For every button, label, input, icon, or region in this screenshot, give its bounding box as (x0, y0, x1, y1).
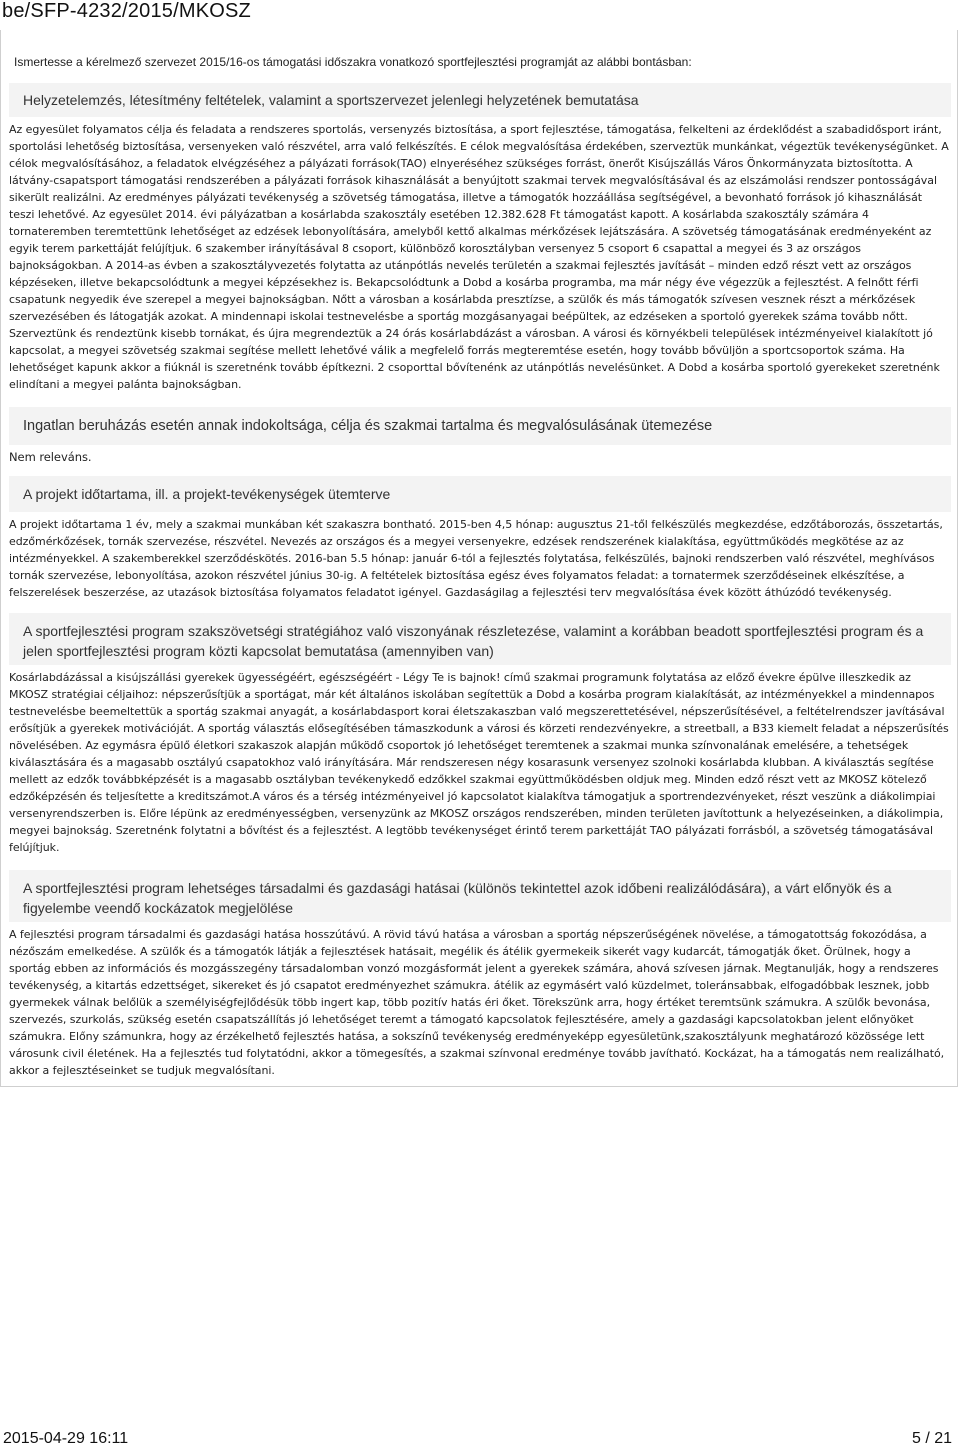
section-header-situation: Helyzetelemzés, létesítmény feltételek, valamint a sportszervezet jelenlegi helyzetének bemutatása (9, 83, 951, 117)
footer-page-number: 5 / 21 (911, 1430, 952, 1447)
footer-datetime: 2015-04-29 16:11 (3, 1430, 129, 1447)
document-id: be/SFP-4232/2015/MKOSZ (2, 0, 251, 22)
section-text-situation: Az egyesület folyamatos célja és feladata a rendszeres sportolás, versenyzés biztosítása, a sport fejlesztése, támogatása, felkelteni az érdeklődést a szabadidősport iránt, sportolási lehetőség biztosítása, versenyeken való részvétel, arra való felkészítés. E célok megvalósítása érdekében, szerveztük munkánkat, végeztük tevékenységünket. A célok megvalósításához, a feladatok elvégzéséhez a pályázati források(TAO) elnyeréséhez szükséges forrást, önerőt Kisújszállás Város Önkormányzata biztosította. A látvány-csapatsport támogatási rendszerében a pályázati források kihasználását a benyújtott szakmai tervek megvalósításával és az elszámolási rendszer pontosságával sikerült realizálni. Az eredményes pályázati tevékenység a szövetség támogatása, illetve a támogatók hozzáállása segítségével, a bevonható források jó kihasználását teszi lehetővé. Az egyesület 2014. évi pályázatban a kosárlabda szakosztály esetében 12.382.628 Ft támogatást kapott. A kosárlabda szakosztály számára 4 tornateremben teremtettünk lehetőséget az edzések lebonyolítására, amelyből kettő alkalmas mérkőzések lejátszására. A szövetség támogatásának eredményeként az egyik terem parkettáját felújítjuk. 6 szakember irányításával 8 csoport, különböző korosztályban versenyez 5 csoport 6 csapattal a megyei és 3 az országos bajnokságokban. A 2014-as évben a szakosztályvezetés folytatta az utánpótlás nevelés területén a szakmai fejlesztés javítását – minden edző részt vett az országos képzéseken, illetve bekapcsolódtunk a megyei képzésekhez is. Bekapcsolódtunk a Dobd a kosárba programba, ma már négy éve végezzük a fejlesztést. A felnőtt férfi csapatunk negyedik éve szerepel a megyei bajnokságban. Nőtt a városban a kosárlabda presztízse, a szülők és más támogatók szívesen vesznek részt a mérkőzések szervezésében és látogatják azokat. A mindennapi iskolai testnevelésbe a sportág mozgásanyagai beépültek, az edzéseken a sportoló gyerekek száma tovább nőtt. Szerveztünk és rendeztünk kisebb tornákat, és újra megrendeztük a 24 órás kosárlabdázást a városban. A városi és környékbeli települések intézményeivel kialakított jó kapcsolat, a megyei szövetség szakmai segítése mellett lehetővé válik a megfelelő forrás megteremtése esetén, hogy tovább bővüljön a sportcsoportok száma. Ha lehetőséget kapunk akkor a fiúknál is szeretnénk tovább építkezni. 2 csoporttal bővítenénk az utánpótlás nevelésünket. A Dobd a kosárba sportoló gyerekeket szeretnénk elindítani a megyei palánta bajnokságban. (9, 123, 949, 391)
section-text-strategy: Kosárlabdázással a kisújszállási gyerekek ügyességéért, egészségéért - Légy Te is bajnok! című szakmai programunk folytatása az előző évekre épülve illeszkedik az MKOSZ stratégiai céljaihoz: népszerűsítjük a sportágat, már két általános iskolában segítettük a Dobd a kosárba program kialakítását, az intézményekkel a mindennapos testnevelésbe beemeltettük a sportág szakmai anyagát, a kosárlabdasport korai életszakaszban való megszerettetésével, népszerűsítésével, a feltételrendszer javításával erősítjük a gyerekek motivációját. A sportág választás elősegítésében támaszkodunk a városi és körzeti rendezvényekre, a streetball, a B33 kiemelt feladat a népszerűsítés növelésében. Az egymásra épülő életkori szakaszok alapján működő csoportok jó lehetőséget teremtenek a szakmai munka színvonalának emelésére, a tehetségek kiválasztására és a magasabb osztályú csapatokhoz való irányítására. Már rendszeresen négy kosarasunk versenyez szolnoki kosárlabda klubban. A kiválasztás segítése mellett az edzők továbbképzését is a magasabb osztályban tevékenykedő edzőkkel szakmai együttműködésben oldjuk meg. Minden edző részt vett az MKOSZ kötelező edzőképzésén és teljesítette a kreditszámot.A város és a térség intézményeivel jó kapcsolatot kialakítva támogatjuk a sportrendezvényeket, részt veszünk a diákolimpiai versenyrendszerben is. Előre lépünk az eredményességben, versenyzünk az MKOSZ országos rendszerében, minden területen javítottunk a helyezéseinken, a diákolimpia, megyei bajnokság. Szeretnénk folytatni a bővítést és a fejlesztést. A legtöbb tevékenységet érintő terem parkettáját TAO pályázati forrásból, a szövetség támogatásával felújítjuk. (9, 671, 949, 854)
section-text-real-estate: Nem releváns. (9, 450, 92, 464)
section-header-impacts: A sportfejlesztési program lehetséges társadalmi és gazdasági hatásai (különös tekintettel azok időbeni realizálódására), a várt előnyök és a figyelembe veendő kockázatok megjelölése (9, 870, 951, 922)
section-header-schedule: A projekt időtartama, ill. a projekt-tevékenységek ütemterve (9, 476, 951, 512)
section-header-strategy: A sportfejlesztési program szakszövetségi stratégiához való viszonyának részletezése, valamint a korábban beadott sportfejlesztési program és a jelen sportfejlesztési program közti kapcsolat bemutatása (amennyiben van) (9, 613, 951, 665)
section-text-schedule: A projekt időtartama 1 év, mely a szakmai munkában két szakaszra bontható. 2015-ben 4,5 hónap: augusztus 21-től felkészülés megkezdése, edzőtáborozás, összetartás, edzőmérkőzések, tornák szervezése, részvétel. Nevezés az országos és a megyei versenyekre, edzések rendszerének kialakítása, együttműködés megkötése az az intézményekkel. A szakemberekkel szerződéskötés. 2016-ban 5.5 hónap: január 6-tól a fejlesztés folytatása, felkészülés, bajnoki rendszerben való részvétel, meghívásos tornák szervezése, lebonyolítása, azokon részvétel június 30-ig. A feltételek biztosítása egész éves folyamatos feladat: a tornatermek szerződéseinek elkészítése, a felszerelések beszerzése, az utazások biztosítása folyamatos feladatot igényel. Gazdaságilag a fejlesztési terv megvalósítása évek között áthúzódó tevékenység. (9, 518, 943, 599)
section-text-impacts: A fejlesztési program társadalmi és gazdasági hatása hosszútávú. A rövid távú hatása a városban a sportág népszerűségének növelése, a támogatottság fokozódása, a nézőszám emelkedése. A szülők és a támogatók látják a fejlesztések hatásait, megélik és átélik gyermekeik sikerét vagy kudarcát, támogatják őket. Örülnek, hogy a sportág ebben az információs és mozgásszegény társadalomban vonzó mozgásformát jelent a gyerekek számára, ahová szívesen járnak. Megtanulják, hogy a rendszeres tevékenység, a kitartás edzettséget, sikereket és jó csapatot eredményezhet számukra. átélik az egymásért való küzdelmet, toleránsabbak, elfogadóbbak lesznek, jobb gyermekek válnak belőlük a személyiségfejlődésük több ingert kap, több pozitív hatás éri őket. Törekszünk arra, hogy értéket teremtsünk számukra. A szülők bevonása, szervezés, szurkolás, szükség esetén csapatszállítás jó lehetőséget teremt a támogató kapcsolatok fejlesztésére, amely a gazdasági kapcsolatokban jelent előnyöket számukra. Előny számunkra, hogy az érzékelhető fejlesztés hatása, a sokszínű tevékenység eredményeképp egyesületünk,szakosztályunk meghatározó közössége lett városunk civil életének. Ha a fejlesztés tud folytatódni, akkor a tömegesítés, a szakmai színvonal eredménye tovább javítható. Kockázat, ha a támogatás nem realizálható, akkor a fejlesztéseinket se tudjuk megvalósítani. (9, 928, 945, 1077)
section-header-real-estate: Ingatlan beruházás esetén annak indokoltsága, célja és szakmai tartalma és megvalósulásának ütemezése (9, 407, 951, 445)
intro-text: Ismertesse a kérelmező szervezet 2015/16-os támogatási időszakra vonatkozó sportfejlesztési programját az alábbi bontásban: (14, 55, 692, 69)
